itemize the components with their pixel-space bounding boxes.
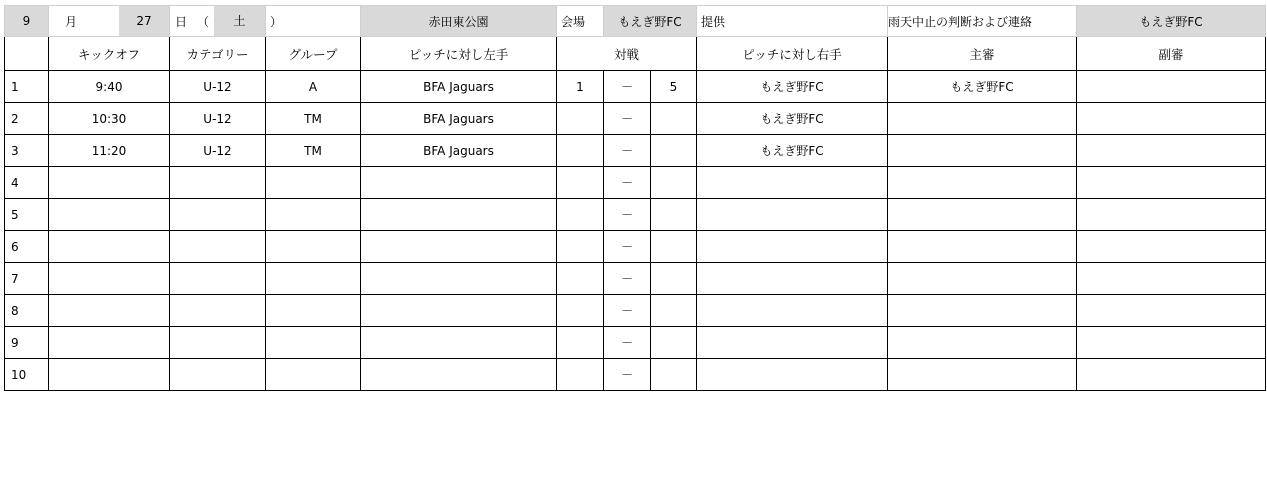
- kickoff-time[interactable]: [49, 327, 170, 359]
- score-right-cell[interactable]: [651, 167, 697, 199]
- assistant-cell[interactable]: [1077, 327, 1266, 359]
- referee-cell[interactable]: [888, 135, 1077, 167]
- venue-value[interactable]: 赤田東公園: [361, 6, 557, 37]
- referee-cell[interactable]: [888, 103, 1077, 135]
- assistant-cell[interactable]: [1077, 199, 1266, 231]
- score-left-cell[interactable]: [557, 231, 604, 263]
- match-no: 4: [5, 167, 49, 199]
- score-dash: －: [604, 231, 651, 263]
- col-no: [5, 37, 49, 71]
- right-team-cell[interactable]: [697, 327, 888, 359]
- kickoff-time[interactable]: 9:40: [49, 71, 170, 103]
- assistant-cell[interactable]: [1077, 71, 1266, 103]
- referee-cell[interactable]: [888, 167, 1077, 199]
- assistant-cell[interactable]: [1077, 359, 1266, 391]
- category-cell[interactable]: [170, 231, 266, 263]
- assistant-cell[interactable]: [1077, 231, 1266, 263]
- provider-label: 提供: [701, 14, 726, 29]
- score-dash: －: [604, 167, 651, 199]
- left-team-cell[interactable]: [361, 359, 557, 391]
- assistant-cell[interactable]: [1077, 295, 1266, 327]
- score-right-cell[interactable]: [651, 199, 697, 231]
- rain-contact-value[interactable]: もえぎ野FC: [1077, 6, 1266, 37]
- provider-value[interactable]: もえぎ野FC: [604, 6, 697, 37]
- left-team-cell[interactable]: [361, 327, 557, 359]
- score-right-cell[interactable]: 5: [651, 71, 697, 103]
- assistant-cell[interactable]: [1077, 167, 1266, 199]
- referee-cell[interactable]: [888, 327, 1077, 359]
- match-no: 8: [5, 295, 49, 327]
- category-cell[interactable]: U-12: [170, 103, 266, 135]
- match-no: 2: [5, 103, 49, 135]
- right-team-cell[interactable]: [697, 231, 888, 263]
- category-cell[interactable]: U-12: [170, 135, 266, 167]
- table-row: [5, 71, 1266, 103]
- score-dash: －: [604, 135, 651, 167]
- group-cell[interactable]: [266, 231, 361, 263]
- table-row: [5, 167, 1266, 199]
- score-right-cell[interactable]: [651, 231, 697, 263]
- right-team-cell[interactable]: もえぎ野FC: [697, 103, 888, 135]
- day-label: 日: [174, 14, 187, 29]
- group-cell[interactable]: A: [266, 71, 361, 103]
- paren-open: （: [196, 14, 209, 29]
- group-cell[interactable]: [266, 199, 361, 231]
- left-team-cell[interactable]: BFA Jaguars: [361, 103, 557, 135]
- category-cell[interactable]: [170, 295, 266, 327]
- month-value[interactable]: 9: [5, 6, 49, 37]
- score-dash: －: [604, 295, 651, 327]
- score-left-cell[interactable]: [557, 295, 604, 327]
- rain-contact-label: 雨天中止の判断および連絡: [888, 6, 1077, 37]
- left-team-cell[interactable]: [361, 167, 557, 199]
- referee-cell[interactable]: [888, 295, 1077, 327]
- score-right-cell[interactable]: [651, 295, 697, 327]
- category-cell[interactable]: [170, 359, 266, 391]
- table-row: [5, 263, 1266, 295]
- group-cell[interactable]: TM: [266, 135, 361, 167]
- match-no: 7: [5, 263, 49, 295]
- table-row: [5, 359, 1266, 391]
- col-referee: 主審: [888, 37, 1077, 71]
- col-category: カテゴリー: [170, 37, 266, 71]
- match-no: 3: [5, 135, 49, 167]
- col-kickoff: キックオフ: [49, 37, 170, 71]
- group-cell[interactable]: [266, 295, 361, 327]
- score-right-cell[interactable]: [651, 359, 697, 391]
- referee-cell[interactable]: [888, 263, 1077, 295]
- clipped-top-text: [0, 0, 1267, 3]
- right-team-cell[interactable]: [697, 295, 888, 327]
- group-cell[interactable]: [266, 359, 361, 391]
- kickoff-time[interactable]: 10:30: [49, 103, 170, 135]
- category-cell[interactable]: [170, 199, 266, 231]
- score-left-cell[interactable]: [557, 263, 604, 295]
- referee-cell[interactable]: もえぎ野FC: [888, 71, 1077, 103]
- group-cell[interactable]: TM: [266, 103, 361, 135]
- score-right-cell[interactable]: [651, 135, 697, 167]
- group-cell[interactable]: [266, 167, 361, 199]
- group-cell[interactable]: [266, 263, 361, 295]
- match-no: 6: [5, 231, 49, 263]
- match-no: 1: [5, 71, 49, 103]
- score-dash: －: [604, 103, 651, 135]
- table-row: [5, 327, 1266, 359]
- right-team-cell[interactable]: [697, 263, 888, 295]
- score-left-cell[interactable]: [557, 103, 604, 135]
- kickoff-time[interactable]: 11:20: [49, 135, 170, 167]
- left-team-cell[interactable]: [361, 231, 557, 263]
- score-right-cell[interactable]: [651, 103, 697, 135]
- weekday-value[interactable]: 土: [214, 6, 265, 36]
- score-left-cell[interactable]: 1: [557, 71, 604, 103]
- table-row: [5, 103, 1266, 135]
- match-no: 10: [5, 359, 49, 391]
- category-cell[interactable]: [170, 263, 266, 295]
- score-dash: －: [604, 327, 651, 359]
- left-team-cell[interactable]: BFA Jaguars: [361, 71, 557, 103]
- referee-cell[interactable]: [888, 359, 1077, 391]
- score-dash: －: [604, 359, 651, 391]
- assistant-cell[interactable]: [1077, 135, 1266, 167]
- column-header-row: [5, 37, 1266, 71]
- right-team-cell[interactable]: もえぎ野FC: [697, 71, 888, 103]
- score-right-cell[interactable]: [651, 327, 697, 359]
- score-dash: －: [604, 71, 651, 103]
- kickoff-time[interactable]: [49, 199, 170, 231]
- category-cell[interactable]: [170, 327, 266, 359]
- col-match: 対戦: [557, 37, 697, 71]
- right-team-cell[interactable]: [697, 167, 888, 199]
- score-left-cell[interactable]: [557, 327, 604, 359]
- score-left-cell[interactable]: [557, 359, 604, 391]
- left-team-cell[interactable]: [361, 295, 557, 327]
- right-team-cell[interactable]: [697, 199, 888, 231]
- paren-close: ）: [266, 6, 361, 37]
- match-schedule-table: [4, 5, 1266, 391]
- score-right-cell[interactable]: [651, 263, 697, 295]
- kickoff-time[interactable]: [49, 359, 170, 391]
- table-row: [5, 295, 1266, 327]
- col-assistant: 副審: [1077, 37, 1266, 71]
- col-group: グループ: [266, 37, 361, 71]
- col-right-team: ピッチに対し右手: [697, 37, 888, 71]
- day-value[interactable]: 27: [119, 6, 169, 36]
- left-team-cell[interactable]: [361, 199, 557, 231]
- category-cell[interactable]: [170, 167, 266, 199]
- kickoff-time[interactable]: [49, 167, 170, 199]
- right-team-cell[interactable]: [697, 359, 888, 391]
- assistant-cell[interactable]: [1077, 103, 1266, 135]
- venue-label: 会場: [557, 6, 604, 37]
- left-team-cell[interactable]: [361, 263, 557, 295]
- table-row: [5, 135, 1266, 167]
- score-left-cell[interactable]: [557, 199, 604, 231]
- kickoff-time[interactable]: [49, 231, 170, 263]
- match-no: 9: [5, 327, 49, 359]
- table-row: [5, 199, 1266, 231]
- kickoff-time[interactable]: [49, 295, 170, 327]
- referee-cell[interactable]: [888, 199, 1077, 231]
- category-cell[interactable]: U-12: [170, 71, 266, 103]
- header-row: [5, 6, 1266, 37]
- score-left-cell[interactable]: [557, 135, 604, 167]
- month-label: 月: [65, 14, 78, 29]
- table-row: [5, 231, 1266, 263]
- referee-cell[interactable]: [888, 231, 1077, 263]
- score-left-cell[interactable]: [557, 167, 604, 199]
- kickoff-time[interactable]: [49, 263, 170, 295]
- match-no: 5: [5, 199, 49, 231]
- right-team-cell[interactable]: もえぎ野FC: [697, 135, 888, 167]
- score-dash: －: [604, 263, 651, 295]
- group-cell[interactable]: [266, 327, 361, 359]
- score-dash: －: [604, 199, 651, 231]
- col-left-team: ピッチに対し左手: [361, 37, 557, 71]
- left-team-cell[interactable]: BFA Jaguars: [361, 135, 557, 167]
- assistant-cell[interactable]: [1077, 263, 1266, 295]
